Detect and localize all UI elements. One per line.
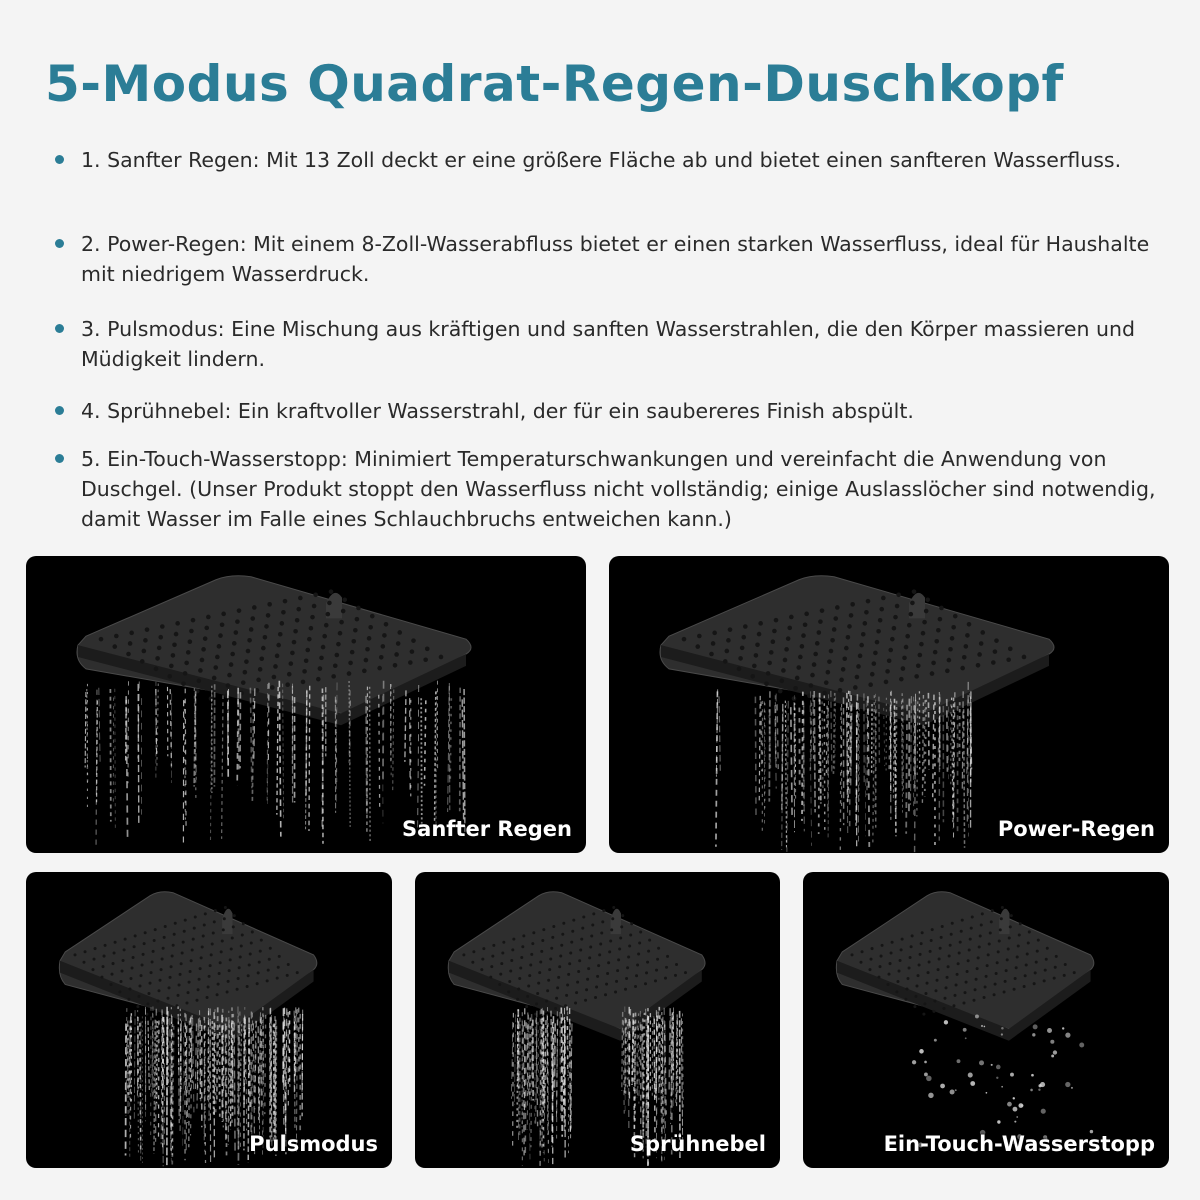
feature-item-5	[55, 444, 1161, 534]
bullet-icon	[55, 324, 64, 333]
bullet-icon	[55, 155, 64, 164]
showerhead-center-rain-image	[609, 556, 1169, 853]
feature-item-2	[55, 229, 1161, 289]
mode-tile-power-regen	[609, 556, 1169, 853]
showerhead-drips-image	[803, 872, 1169, 1168]
mode-tile-ein-touch-wasserstopp	[803, 872, 1169, 1168]
showerhead-shape	[836, 892, 1094, 1041]
showerhead-pulse-image	[26, 872, 392, 1168]
mode-label: Ein-Touch-Wasserstopp	[883, 1132, 1155, 1156]
showerhead-shape	[448, 892, 705, 1041]
feature-text: 1. Sanfter Regen: Mit 13 Zoll deckt er eine größere Fläche ab und bietet einen sanfteren Wasserfluss.	[81, 148, 1122, 172]
feature-item-1	[55, 145, 1161, 175]
bullet-icon	[55, 406, 64, 415]
feature-text: 5. Ein-Touch-Wasserstopp: Minimiert Temperaturschwankungen und vereinfacht die Anwendung von Duschgel. (Unser Produkt stoppt den Wasserfluss nicht vollständig; einige Auslasslöcher sind notwendig, damit Wasser im Falle eines Schlauchbruchs entweichen kann.)	[81, 447, 1156, 531]
showerhead-full-rain-image	[26, 556, 586, 853]
mode-label: Power-Regen	[997, 817, 1155, 841]
feature-item-4	[55, 396, 1161, 426]
mode-tile-pulsmodus	[26, 872, 392, 1168]
page-title: 5-Modus Quadrat-Regen-Duschkopf	[45, 55, 1064, 113]
bullet-icon	[55, 454, 64, 463]
feature-text: 4. Sprühnebel: Ein kraftvoller Wasserstrahl, der für ein saubereres Finish abspült.	[81, 399, 914, 423]
showerhead-side-jets-image	[415, 872, 780, 1168]
water-drops	[912, 1014, 1093, 1147]
feature-item-3	[55, 314, 1161, 374]
showerhead-shape	[59, 892, 317, 1041]
feature-text: 2. Power-Regen: Mit einem 8-Zoll-Wasserabfluss bietet er einen starken Wasserfluss, ideal für Haushalte mit niedrigem Wasserdruck.	[81, 232, 1150, 286]
mode-label: Sprühnebel	[629, 1132, 766, 1156]
mode-label: Sanfter Regen	[402, 817, 572, 841]
bullet-icon	[55, 239, 64, 248]
showerhead-shape	[77, 576, 471, 725]
mode-label: Pulsmodus	[249, 1132, 378, 1156]
mode-tile-sanfter-regen	[26, 556, 586, 853]
feature-text: 3. Pulsmodus: Eine Mischung aus kräftigen und sanften Wasserstrahlen, die den Körper massieren und Müdigkeit lindern.	[81, 317, 1135, 371]
mode-tile-spruehnebel	[415, 872, 780, 1168]
